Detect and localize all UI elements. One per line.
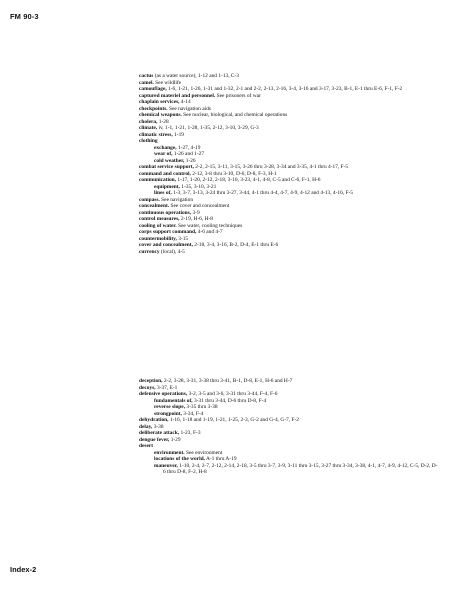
index-term: continuous operations, <box>139 209 192 216</box>
index-term: combat service support, <box>139 164 194 170</box>
index-references: 3-34, F-4 <box>181 410 204 417</box>
index-references: 1-27, 4-19 <box>176 144 201 151</box>
index-subentry <box>139 463 439 476</box>
index-term: cholera, <box>139 118 158 125</box>
index-references: 1-35, 3-10, 3-21 <box>179 183 217 190</box>
index-term: control measures, <box>139 216 180 222</box>
index-term: checkpoints. <box>139 105 168 112</box>
index-term: decoys, <box>139 384 156 391</box>
index-term: concealment. <box>139 203 170 209</box>
page-header-doc-id: FM 90-3 <box>10 12 39 21</box>
index-term: chemical weapons. <box>139 112 182 118</box>
index-references: 2-18, 3-4, 3-16, B-2, D-4, E-1 thru E-6 <box>192 242 279 248</box>
index-references: 2-19, H-6, H-8 <box>179 216 213 222</box>
index-term: countermobility, <box>139 235 177 242</box>
index-term: corps support command, <box>139 229 197 235</box>
index-term: deliberate attack, <box>139 430 180 436</box>
index-references: 1-26 and 1-27 <box>172 151 205 157</box>
index-references: 1-29 <box>169 436 181 443</box>
index-section-d <box>139 378 439 476</box>
index-term: desert <box>139 443 154 449</box>
index-term: captured materiel and personnel. <box>139 92 216 99</box>
index-references: 2-12, 3-8 thru 3-10, D-6, D-8, F-3, H-1 <box>190 170 277 177</box>
index-term: dengue fever, <box>139 436 170 443</box>
index-references: (as a water source), 1-12 and 1-13, C-3 <box>153 73 239 79</box>
index-references: 3-2, 3-5 and 3-6, 3-31 thru 3-44, F-4, F-6 <box>187 391 278 397</box>
index-references: 3-15 <box>176 235 189 242</box>
index-references: 1-28 <box>157 118 169 125</box>
page-footer-label: Index-2 <box>10 565 37 574</box>
index-references: 1-3, 3-7, 3-13, 3-24 thru 3-27, 3-44, 4-1 thru 4-4, 4-7, 4-9, 4-12 and 4-13, 4-16, F-5 <box>171 190 353 196</box>
index-term: environment. <box>154 449 185 456</box>
index-references: 2-2, 3-28, 3-31, 3-38 thru 3-41, B-1, D-8, E-1, H-6 and H-7 <box>162 378 293 384</box>
index-references: 1-19 <box>172 131 184 138</box>
index-term: currency <box>139 248 160 255</box>
index-references: See environment <box>184 449 223 456</box>
index-term: equipment, <box>154 183 180 190</box>
index-references: 3-35 thru 3-38 <box>185 404 218 410</box>
index-references: 1-23, F-3 <box>179 430 201 436</box>
index-section-c <box>139 73 439 255</box>
index-term: compass. <box>139 196 160 203</box>
index-references: iv, 1-1, 1-21, 1-28, 1-35, 2-12, 3-10, 3-29, G-3 <box>157 125 259 131</box>
index-term: wear of, <box>154 151 173 157</box>
index-references: A-1 thru A-19 <box>204 456 237 462</box>
index-references: See cover and concealment <box>169 203 230 209</box>
index-term: defensive operations, <box>139 391 188 397</box>
index-term: lines of, <box>154 190 172 196</box>
index-references: 1-10, 2-4, 2-7, 2-12, 2-14, 2-18, 3-5 thru 3-7, 3-9, 3-11 thru 3-15, 3-27 thru 3-34, 3-38, 4-1, 4-7, 4-9, 4-12, C-5, D-2, D-6 thru D-8, F-2, H-8 <box>163 462 438 475</box>
index-references: 2-2, 2-15, 3-11, 3-15, 3-26 thru 3-28, 3-34 and 3-35, 4-1 thru 4-17, F-5 <box>193 164 349 170</box>
index-term: cactus <box>139 73 154 79</box>
index-term: cold weather, <box>154 157 185 164</box>
index-references: See prisoners of war <box>215 92 261 99</box>
index-term: fundamentals of, <box>154 397 193 404</box>
index-references: 3-9 <box>191 209 200 216</box>
index-term: locations of the world, <box>154 456 205 462</box>
index-entry <box>139 249 439 256</box>
index-term: clothing <box>139 138 158 144</box>
index-references: See wildlife <box>153 79 182 86</box>
index-term: exchange, <box>154 144 177 151</box>
index-term: cooling of water. <box>139 222 177 229</box>
index-references: 1-26 <box>184 157 196 164</box>
index-references: See nuclear, biological, and chemical operations <box>181 112 288 118</box>
index-term: cover and concealment, <box>139 242 193 248</box>
index-references: (local), 4-5 <box>159 248 185 255</box>
index-references: 1-16, 1-18 and 1-19, 1-21, 1-25, 2-3, G-2 and G-4, G-7, F-2 <box>168 417 299 423</box>
index-references: 3-31 thru 3-44, D-6 thru D-8, F-4 <box>192 397 267 404</box>
index-references: 4-14 <box>179 99 191 105</box>
index-term: reverse slope, <box>154 404 186 410</box>
index-term: maneuver, <box>154 462 178 469</box>
index-references: See water, cooling techniques <box>176 222 243 229</box>
index-term: camouflage, <box>139 86 167 92</box>
index-references: 3-38 <box>152 423 164 430</box>
index-references: 1-6, 1-21, 1-26, 1-31 and 1-32, 2-1 and 2-2, 2-13, 2-16, 3-4, 3-16 and 3-17, 3-23, B-1, E-1 thru E-6, F-1, F-2 <box>166 86 403 92</box>
index-references: See navigation <box>159 196 194 203</box>
index-term: deception, <box>139 378 163 384</box>
index-references: 1-17, 1-20, 2-12, 2-18, 3-10, 3-23, 4-1, 4-8, C-5 and C-6, F-1, H-6 <box>175 177 321 183</box>
index-term: strongpoint, <box>154 410 182 417</box>
index-references: See navigation aids <box>167 105 211 112</box>
index-term: dehydration, <box>139 417 169 423</box>
index-term: climatic stress, <box>139 131 173 138</box>
index-term: camel. <box>139 79 154 86</box>
index-term: delay, <box>139 423 153 430</box>
index-references: 4-6 and 4-7 <box>196 229 223 235</box>
index-term: communication, <box>139 177 176 183</box>
index-term: command and control, <box>139 170 191 177</box>
index-term: climate, <box>139 125 158 131</box>
index-references: 3-37, E-1 <box>155 384 178 391</box>
index-term: chaplain services, <box>139 99 180 105</box>
